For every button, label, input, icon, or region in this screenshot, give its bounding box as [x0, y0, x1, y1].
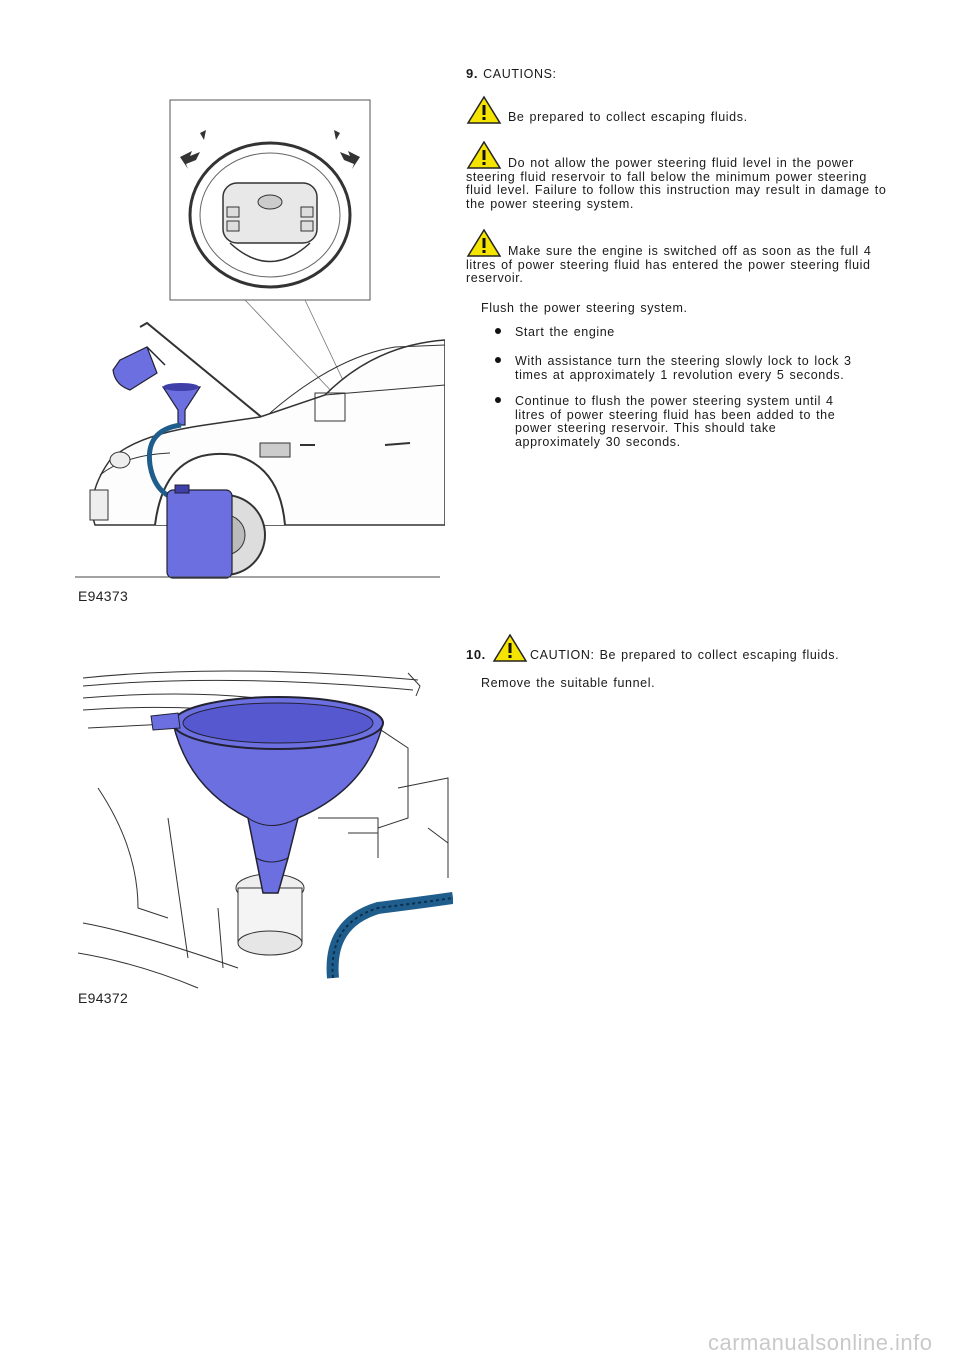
instruction-text: Flush the power steering system.: [481, 301, 688, 315]
bullet-icon: [495, 328, 501, 334]
bullet-icon: [495, 357, 501, 363]
bullet-text: With assistance turn the steering slowly lock to lock 3 times at approximately 1 revolution every 5 seconds.: [515, 354, 852, 382]
step-number: 9.: [466, 66, 479, 81]
figure-label: E94373: [78, 588, 129, 604]
steering-flush-illustration: [75, 95, 445, 615]
caution-1-text: Be prepared to collect escaping fluids.: [508, 110, 748, 124]
step9-header: [466, 67, 557, 82]
caution-text: CAUTION: Be prepared to collect escaping fluids.: [530, 648, 840, 662]
step-heading: CAUTIONS:: [483, 67, 557, 81]
warning-icon: [466, 95, 502, 130]
figure-label: E94372: [78, 990, 129, 1006]
bullet-text: Start the engine: [515, 325, 615, 339]
warning-icon: [492, 633, 528, 668]
caution-3-text: Make sure the engine is switched off as soon as the full 4 litres of power steering fluid has entered the power steering fluid reservoir.: [466, 244, 872, 285]
figure-e94372: [78, 668, 453, 990]
bullet-icon: [495, 397, 501, 403]
funnel-removal-illustration: [78, 668, 453, 990]
instruction-text: Remove the suitable funnel.: [481, 676, 656, 690]
step-number: 10.: [466, 647, 486, 662]
watermark-text: carmanualsonline.info: [708, 1330, 933, 1355]
bullet-text: Continue to flush the power steering system until 4 litres of power steering fluid has been added to the power steering reservoir. This should take approximately 30 seconds.: [515, 394, 836, 449]
caution-2-text: Do not allow the power steering fluid level in the power steering fluid reservoir to fall below the minimum power steering fluid level. Failure to follow this instruction may result in damage to the power steering system.: [466, 156, 887, 211]
figure-e94373: [75, 95, 445, 615]
